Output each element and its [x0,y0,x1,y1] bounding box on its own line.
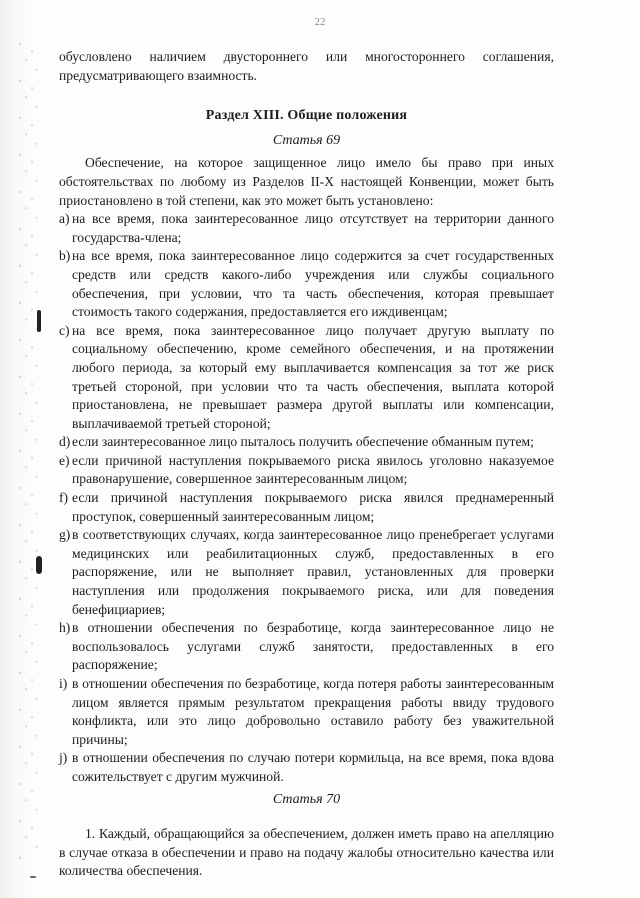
list-text: в отношении обеспечения по безработице, когда заинтересованное лицо не воспользовалось услугами служб занятости, предоставленных в его распоряжение; [72,620,554,673]
list-text: в соответствующих случаях, когда заинтересованное лицо пренебрегает услугами медицинских или реабилитационных служб, предоставленных в его распоряжение, или не выполняет правил, установленных для проверки наступления или продолжения покрываемого риска, или для поведения бенефициариев; [72,527,554,617]
list-marker: a) [59,211,70,227]
section-title: Раздел XIII. Общие положения [205,108,408,124]
list-text: если причиной наступления покрываемого риска явился преднамеренный проступок, совершенный заинтересованным лицом; [72,490,554,524]
list-text: если причиной наступления покрываемого риска явилось уголовно наказуемое правонарушение, совершенное заинтересованным лицом; [72,452,554,487]
list-item-e [59,452,554,489]
list-item-g [59,526,554,619]
document-body [59,48,554,881]
scan-artifact-mark [36,556,42,574]
list-marker: j) [59,750,68,766]
list-text: на все время, пока заинтересованное лицо получает другую выплату по социальному обеспечению, кроме семейного обеспечения, и на протяжении любого периода, за который ему выплачивается компенсация за тот же риск третьей стороной, при условии что та часть обеспечения, выплата которой приостановлена, не превышает размера другой выплаты или компенсации, выплачиваемой третьей стороной; [72,322,554,431]
list-item-c [59,322,554,434]
list-marker: f) [59,490,69,506]
list-text: на все время, пока заинтересованное лицо содержится за счет государственных средств или средств какого-либо учреждения или службы социального обеспечения, при условии, что та часть обеспечения, которая превышает стоимость такого содержания, предоставляется его иждивенцам; [72,248,554,320]
spacer [59,813,554,825]
article-69-list [59,210,554,786]
list-item-d [59,433,554,452]
list-marker: c) [59,322,70,338]
list-item-i [59,675,554,749]
list-marker: e) [59,452,70,468]
list-marker: g) [59,527,71,543]
list-item-b [59,247,554,321]
list-text: в отношении обеспечения по случаю потери кормильца, на все время, пока вдова сожительствует с другим мужчиной. [72,750,554,784]
page-number: 22 [314,16,326,28]
list-marker: b) [59,248,71,264]
list-item-j [59,749,554,786]
scan-artifact-mark [30,876,36,878]
article-70-heading: Статья 70 [272,791,341,807]
scan-artifact-mark [37,310,41,332]
scan-noise [14,40,44,860]
list-text: на все время, пока заинтересованное лицо отсутствует на территории данного государства-члена; [72,211,554,245]
list-text: если заинтересованное лицо пыталось получить обеспечение обманным путем; [72,434,534,450]
article-69-intro: Обеспечение, на которое защищенное лицо имело бы право при иных обстоятельствах по любому из Разделов II-X настоящей Конвенции, может быть приостановлено в той степени, как это может быть установлено: [59,155,554,208]
intro-text: обусловлено наличием двустороннего или многостороннего соглашения, предусматривающего взаимность. [59,49,554,83]
list-marker: i) [59,676,68,691]
list-item-a [59,210,554,247]
list-item-f [59,489,554,526]
list-text: в отношении обеспечения по безработице, когда потеря работы заинтересованным лицом является прямым результатом прекращения работы ввиду трудового конфликта, или это лицо добровольно оставило работу без уважительной причины; [72,676,554,747]
article-69-heading: Статья 69 [272,132,341,148]
article-70-paragraph-1: 1. Каждый, обращающийся за обеспечением, должен иметь право на апелляцию в случае отказа в обеспечении и право на подачу жалобы относительно качества или количества обеспечения. [59,826,554,879]
list-item-h [59,619,554,675]
list-marker: h) [59,620,71,636]
list-marker: d) [59,434,71,450]
